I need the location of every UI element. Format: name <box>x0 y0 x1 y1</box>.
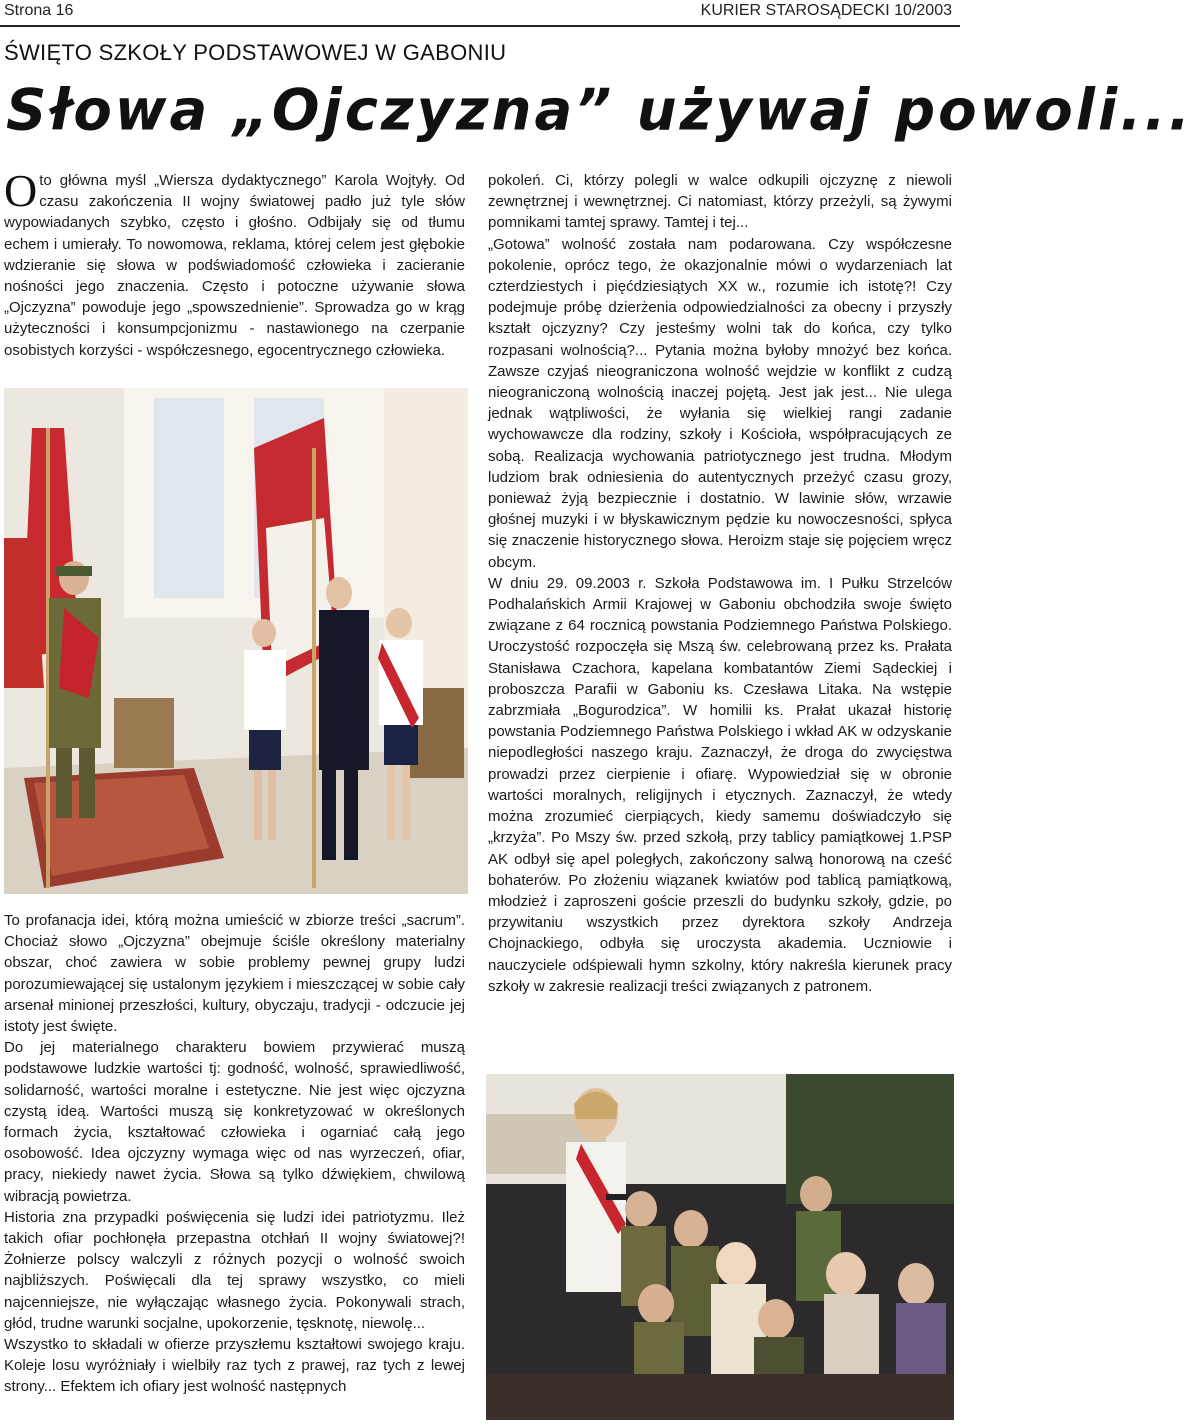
article-paragraph: Historia zna przypadki poświęcenia się ludzi idei patriotyzmu. Ileż takich ofiar pochłonęła przepastna otchłań II wojny światowej?! Żołnierze polscy walczyli z różnych pozycji o wolność swoich najbliższych. Poświęcali dla tej sprawy wszystko, co mieli najcenniejsze, nie wyłączając własnego życia. Pokonywali strach, głód, trudne warunki socjalne, upokorzenie, tęsknotę, niewolę... <box>4 1208 465 1332</box>
article-column-right <box>488 170 952 997</box>
article-paragraph: Wszystko to składali w ofierze przyszłemu kształtowi swojego kraju. Koleje losu wyróżniały i wielbiły raz tych z prawej, raz tych z lewej strony... Efektem ich ofiary jest wolność następnych <box>4 1336 465 1396</box>
publication-name: KURIER STAROSĄDECKI 10/2003 <box>700 2 952 19</box>
photo-school-performance <box>486 1074 954 1420</box>
photo-school-performance-image <box>486 1074 954 1420</box>
photo-flag-bearers-image <box>4 388 468 894</box>
header-rule <box>0 25 960 27</box>
article-paragraph: Do jej materialnego charakteru bowiem przywierać muszą podstawowe ludzkie wartości tj: godność, wolność, sprawiedliwość, solidarność, wartości moralne i estetyczne. Nie jest więc ojczyzna czystą ideą. Wartości muszą się konkretyzować w określonych formach życia, kształtować człowieka i ogarniać całą jego osobowość. Idea ojczyzny wymaga więc od nas wyrzeczeń, ofiar, pracy, niekiedy nawet życia. Słowa są tylko dźwiękiem, chwilową wibracją powietrza. <box>4 1039 465 1205</box>
page-number: Strona 16 <box>4 2 74 19</box>
photo-flag-bearers <box>4 388 468 894</box>
article-kicker: ŚWIĘTO SZKOŁY PODSTAWOWEJ W GABONIU <box>4 40 507 65</box>
article-paragraph: W dniu 29. 09.2003 r. Szkoła Podstawowa im. I Pułku Strzelców Podhalańskich Armii Krajowej w Gaboniu obchodziła swoje święto związane z 64 rocznicą powstania Podziemnego Państwa Polskiego. Uroczystość rozpoczęła się Mszą św. celebrowaną przez ks. Prałata Stanisława Czachora, kapelana kombatantów Ziemi Sądeckiej i proboszcza Parafii w Gaboniu ks. Czesława Litaka. Na wstępie zabrzmiała „Bogurodzica”. W homilii ks. Prałat ukazał historię powstania Podziemnego Państwa Polskiego i wkład AK w odzyskanie niepodległości naszego kraju. Zaznaczył, że droga do zwycięstwa prowadzi przez cierpienie i ofiarę. Wypowiedział się w obronie wartości moralnych, religijnych i etycznych. Zaznaczył, że wtedy można zrozumieć cierpiących, kiedy samemu doświadczyło się „krzyża”. Po Mszy św. przed szkołą, przy tablicy pamiątkowej 1.PSP AK odbył się apel poległych, zakończony salwą honorową na cześć bohaterów. Po złożeniu wiązanek kwiatów pod tablicą pamiątkową, młodzież i zaproszeni goście przeszli do budynku szkoły, gdzie, po przywitaniu wszystkich przez dyrektora szkoły Andrzeja Chojnackiego, odbyła się uroczysta akademia. Uczniowie i nauczyciele odśpiewali hymn szkolny, który nakreśla kierunek pracy szkoły w zakresie realizacji treści związanych z patronem. <box>488 574 952 995</box>
article-column-left-top <box>4 165 465 361</box>
article-paragraph: pokoleń. Ci, którzy polegli w walce odkupili ojczyznę z niewoli zewnętrznej i wewnętrznej. Ci natomiast, którzy przeżyli, są żywymi pomnikami tamtej sprawy. Tamtej i tej... <box>488 172 952 232</box>
article-paragraph: To profanacja idei, którą można umieścić w zbiorze treści „sacrum”. Chociaż słowo „Ojczyzna” obejmuje ściśle określony materialny obszar, choć zawiera w sobie problemy pewnej grupy ludzi porozumiewającej się ustalonym językiem i mieszczącej w sobie cały arsenał minionej przeszłości, kultury, obyczaju, tradycji - odczucie jej istoty jest święte. <box>4 912 465 1036</box>
article-headline: Słowa „Ojczyzna” używaj powoli... <box>6 77 1193 144</box>
article-column-left-bottom <box>4 910 465 1398</box>
article-paragraph: „Gotowa” wolność została nam podarowana. Czy współczesne pokolenie, oprócz tego, że okazjonalnie mówi o wydarzeniach lat czterdziestych i pięćdziesiątych XX w., rozumie ich istotę?! Czy podejmuje próbę dzierżenia odpowiedzialności za obecny i przyszły kształt ojczyzny? Czy jesteśmy wolni tak do końca, czy tylko rozpasani wolnością?... Pytania można byłoby mnożyć bez końca. Zawsze czyjaś nieograniczona wolność wejdzie w konflikt z cudzą nieograniczoną wolnością inaczej pojętą. Jest jak jest... Nie ulega jednak wątpliwości, że wyłania się wielkiej rangi zadanie wychowawcze dla rodziny, szkoły i Kościoła, współpracujących ze sobą. Realizacja wychowania patriotycznego jest trudna. Młodym ludziom brak odniesienia do autentycznych przeżyć czasu grozy, ponieważ żyją bezpiecznie i dostatnio. W lawinie słów, wrzawie głośnej muzyki i w błyskawicznym pędzie ku nowoczesności, spłyca się znaczenie historycznego słowa. Heroizm staje się pojęciem wręcz obcym. <box>488 235 952 571</box>
article-paragraph <box>4 165 465 361</box>
paragraph-text: to główna myśl „Wiersza dydaktycznego” Karola Wojtyły. Od czasu zakończenia II wojny światowej padło już tyle słów wypowiadanych szybko, często i głośno. Odbijały się od tłumu echem i umierały. To nowomowa, reklama, której celem jest głębokie wdzieranie się słowa w podświadomość człowieka i zacieranie nośności jego znaczenia. Często i potoczne używanie słowa „Ojczyzna” powoduje jego „spowszednienie”. Sprowadza go w krąg użyteczności i konsumpcjonizmu - nastawionego na czerpanie osobistych korzyści - współczesnego, egocentrycznego człowieka. <box>4 172 465 359</box>
dropcap: O <box>4 165 38 216</box>
